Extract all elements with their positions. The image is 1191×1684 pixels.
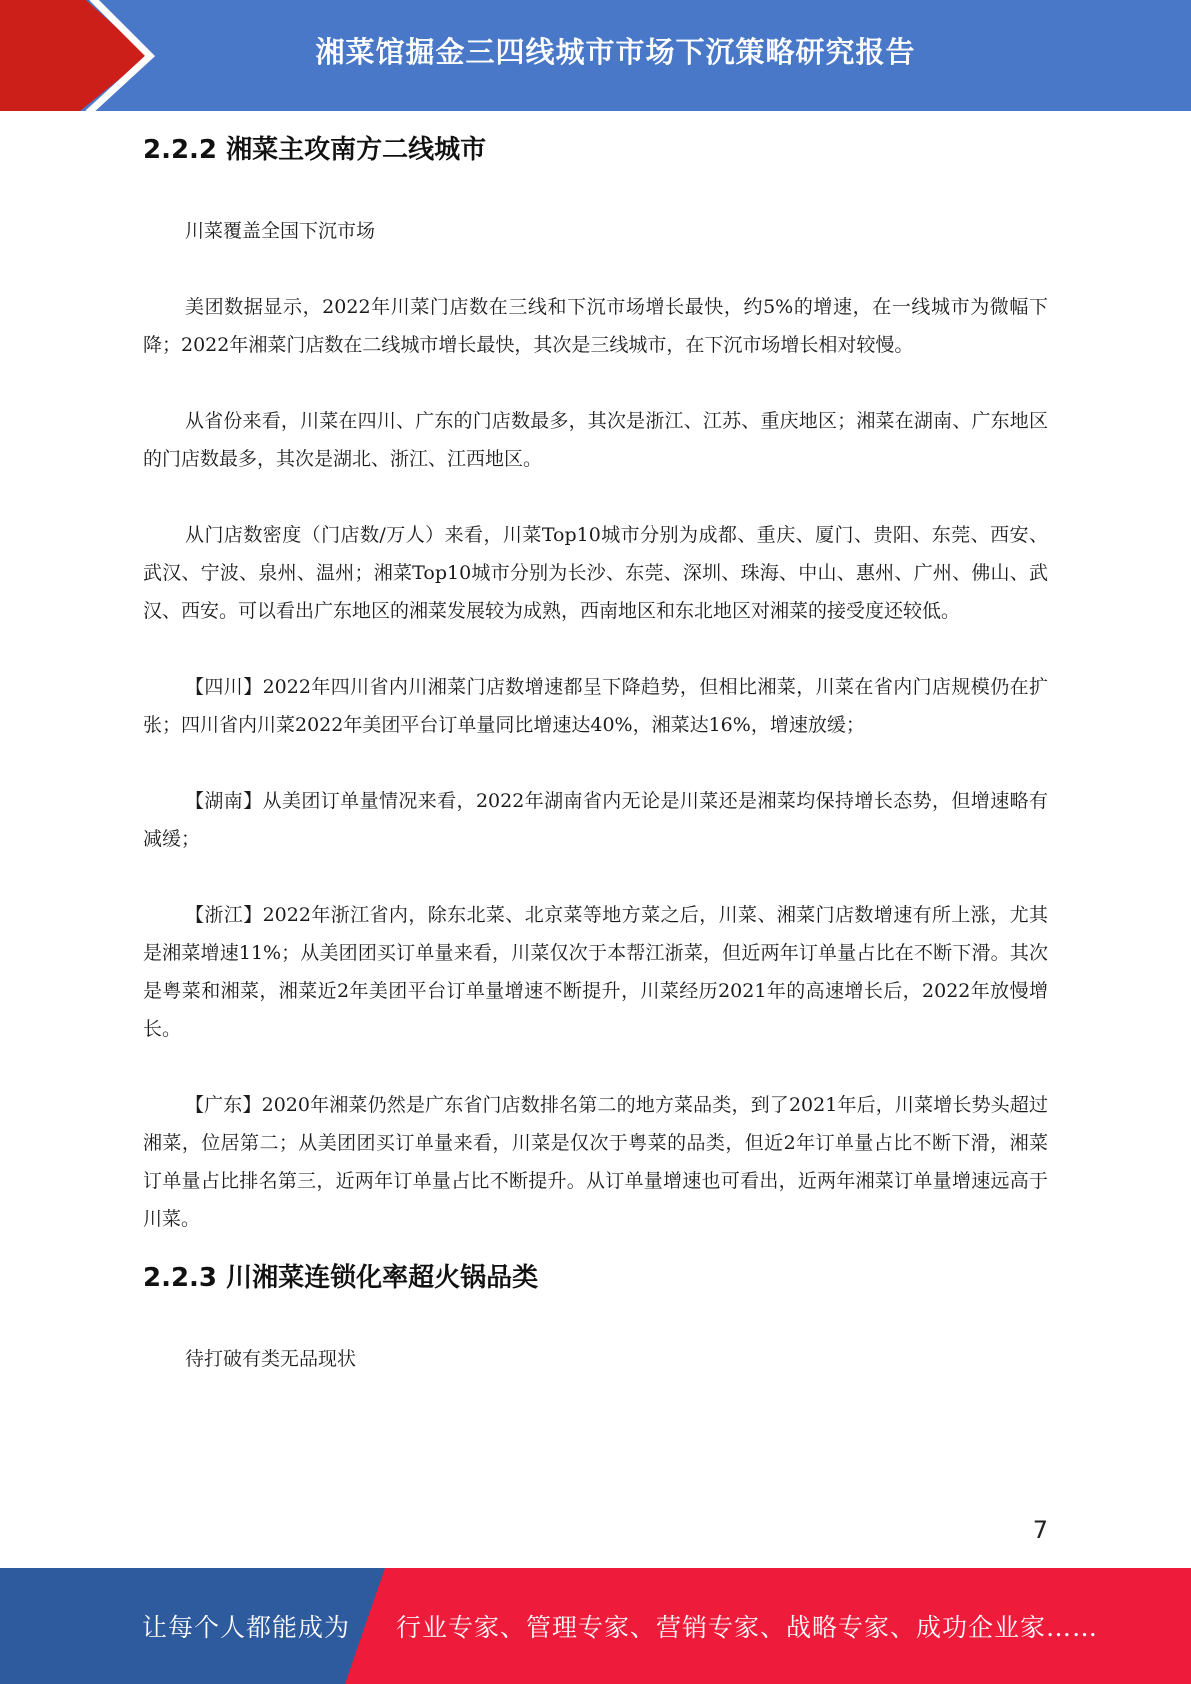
paragraph-hunan: 【湖南】从美团订单量情况来看，2022年湖南省内无论是川菜还是湘菜均保持增长态势，但增速略有减缓； (143, 790, 1048, 850)
paragraph-meituan-data: 美团数据显示，2022年川菜门店数在三线和下沉市场增长最快，约5%的增速，在一线城市为微幅下降；2022年湘菜门店数在二线城市增长最快，其次是三线城市，在下沉市场增长相对较慢。 (143, 296, 1048, 356)
section-subtitle-2-2-2: 川菜覆盖全国下沉市场 (185, 220, 376, 242)
footer-slogan-left: 让每个人都能成为 (142, 1613, 351, 1642)
section-subtitle-2-2-3: 待打破有类无品现状 (185, 1348, 357, 1370)
header-title: 湘菜馆掘金三四线城市市场下沉策略研究报告 (315, 34, 916, 69)
section-heading-2-2-2: 2.2.2 湘菜主攻南方二线城市 (143, 135, 487, 165)
section-heading-2-2-3: 2.2.3 川湘菜连锁化率超火锅品类 (143, 1263, 539, 1293)
page-number: 7 (1032, 1516, 1048, 1544)
paragraph-provinces: 从省份来看，川菜在四川、广东的门店数最多，其次是浙江、江苏、重庆地区；湘菜在湖南、广东地区的门店数最多，其次是湖北、浙江、江西地区。 (143, 410, 1048, 470)
footer-slogan-right: 行业专家、管理专家、营销专家、战略专家、成功企业家…… (396, 1613, 1099, 1642)
paragraph-sichuan: 【四川】2022年四川省内川湘菜门店数增速都呈下降趋势，但相比湘菜，川菜在省内门店规模仍在扩张；四川省内川菜2022年美团平台订单量同比增速达40%，湘菜达16%，增速放缓； (143, 676, 1048, 736)
page-header (0, 0, 1191, 111)
paragraph-zhejiang: 【浙江】2022年浙江省内，除东北菜、北京菜等地方菜之后，川菜、湘菜门店数增速有所上涨，尤其是湘菜增速11%；从美团团买订单量来看，川菜仅次于本帮江浙菜，但近两年订单量占比在不断下滑。其次是粤菜和湘菜，湘菜近2年美团平台订单量增速不断提升，川菜经历2021年的高速增长后，2022年放慢增长。 (143, 904, 1048, 1040)
page-footer (0, 1568, 1191, 1684)
paragraph-density: 从门店数密度（门店数/万人）来看，川菜Top10城市分别为成都、重庆、厦门、贵阳、东莞、西安、武汉、宁波、泉州、温州；湘菜Top10城市分别为长沙、东莞、深圳、珠海、中山、惠州、广州、佛山、武汉、西安。可以看出广东地区的湘菜发展较为成熟，西南地区和东北地区对湘菜的接受度还较低。 (143, 524, 1048, 622)
paragraph-guangdong: 【广东】2020年湘菜仍然是广东省门店数排名第二的地方菜品类，到了2021年后，川菜增长势头超过湘菜，位居第二；从美团团买订单量来看，川菜是仅次于粤菜的品类，但近2年订单量占比不断下滑，湘菜订单量占比排名第三，近两年订单量占比不断提升。从订单量增速也可看出，近两年湘菜订单量增速远高于川菜。 (143, 1094, 1048, 1230)
main-content (143, 128, 1048, 1378)
